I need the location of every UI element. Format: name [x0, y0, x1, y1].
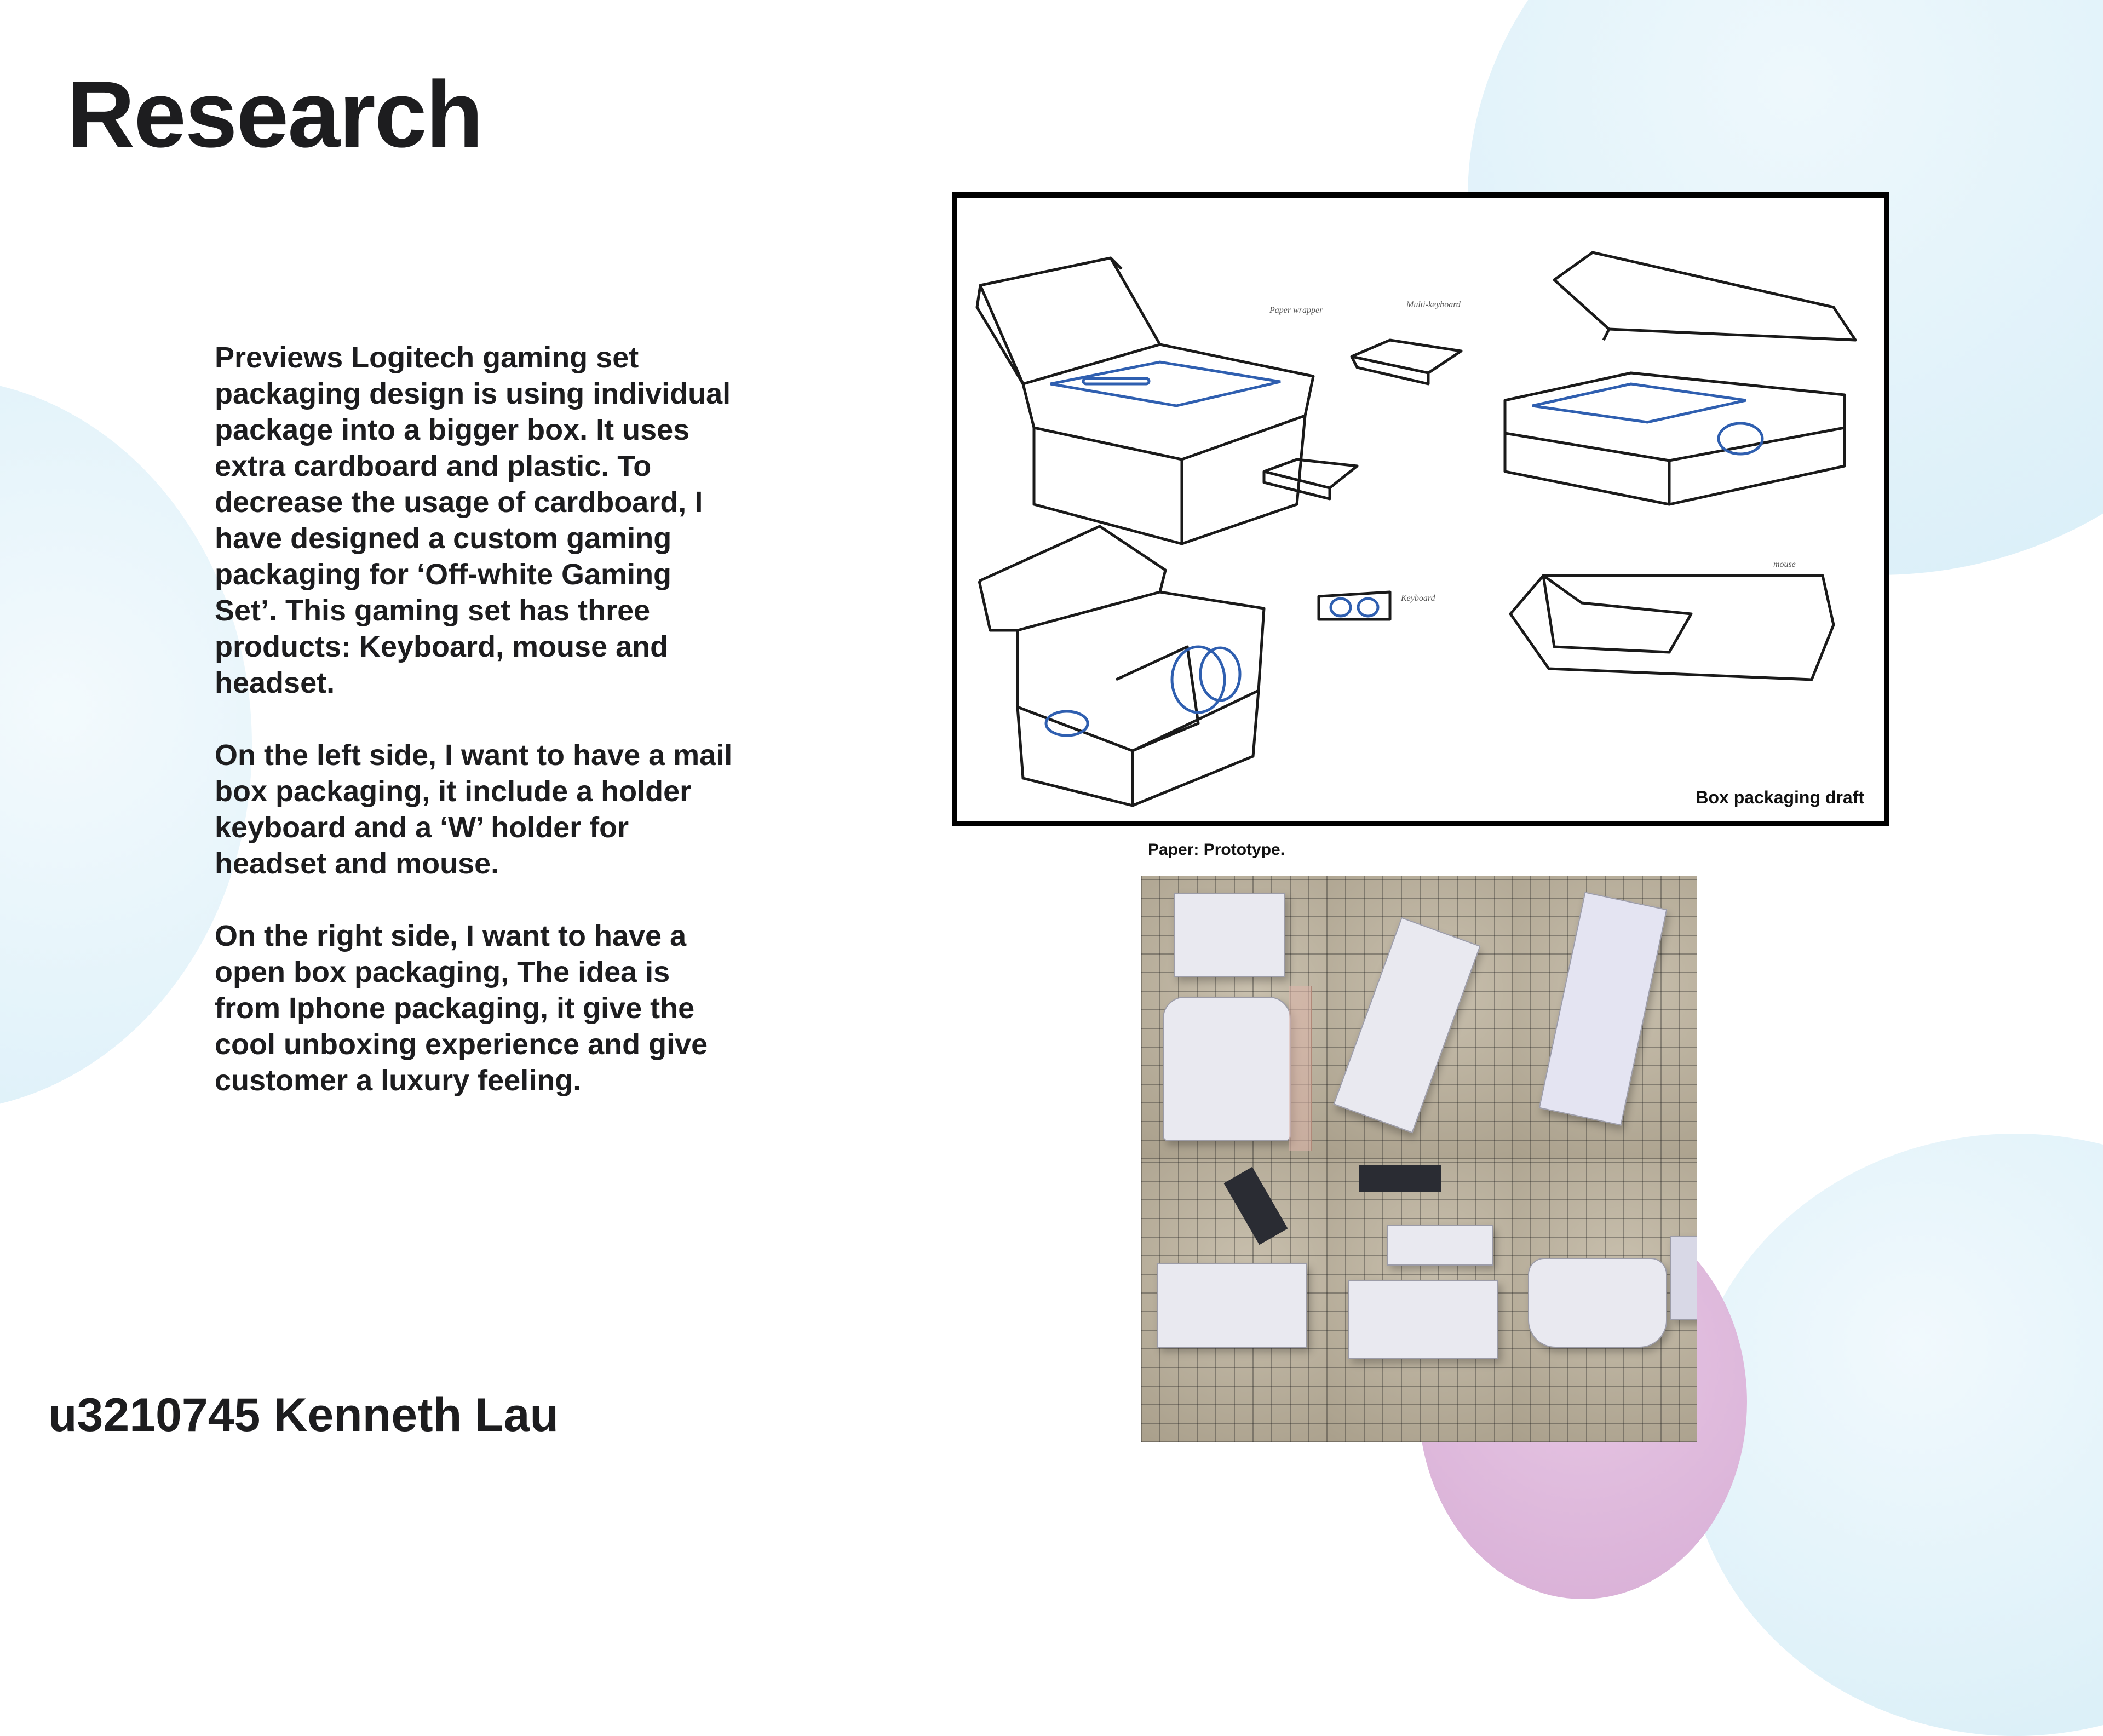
svg-text:Multi-keyboard: Multi-keyboard [1406, 300, 1461, 309]
author-credit: u3210745 Kenneth Lau [48, 1389, 559, 1441]
sketch-caption: Box packaging draft [1696, 787, 1864, 807]
prototype-photo-sleeve [1326, 876, 1512, 1159]
prototype-photo-inserts [1326, 1159, 1512, 1442]
background-blob-left [0, 378, 252, 1112]
prototype-photo-tray [1141, 1159, 1326, 1442]
prototype-caption: Paper: Prototype. [1148, 841, 1285, 859]
background-blob-bottom-right [1687, 1134, 2103, 1736]
svg-text:Paper wrapper: Paper wrapper [1269, 306, 1323, 315]
prototype-photo-unfolded-nets [1141, 876, 1326, 1159]
prototype-photo-lid [1512, 1159, 1697, 1442]
paragraph-right-side: On the right side, I want to have a open box packaging, The idea is from Iphone packaging, it give the cool unboxing experience and give customer a luxury feeling. [215, 919, 708, 1097]
sketch-image [952, 192, 1889, 826]
research-description [215, 340, 740, 1135]
paragraph-left-side: On the left side, I want to have a mail box packaging, it include a holder keyboard and a ‘W’ holder for headset and mouse. [215, 739, 733, 880]
packaging-sketch-drawing [957, 198, 1884, 821]
prototype-photo-open-sleeve [1512, 876, 1697, 1159]
paragraph-logitech: Previews Logitech gaming set packaging design is using individual package into a bigger box. It uses extra cardboard and plastic. To decrease the usage of cardboard, I have designed a custom gaming packaging for ‘Off-white Gaming Set’. This gaming set has three products: Keyboard, mouse and headset. [215, 341, 731, 699]
page-title: Research [67, 62, 482, 167]
svg-text:mouse: mouse [1773, 560, 1796, 569]
prototype-photo-grid [1141, 876, 1697, 1442]
svg-text:Keyboard: Keyboard [1401, 594, 1435, 603]
